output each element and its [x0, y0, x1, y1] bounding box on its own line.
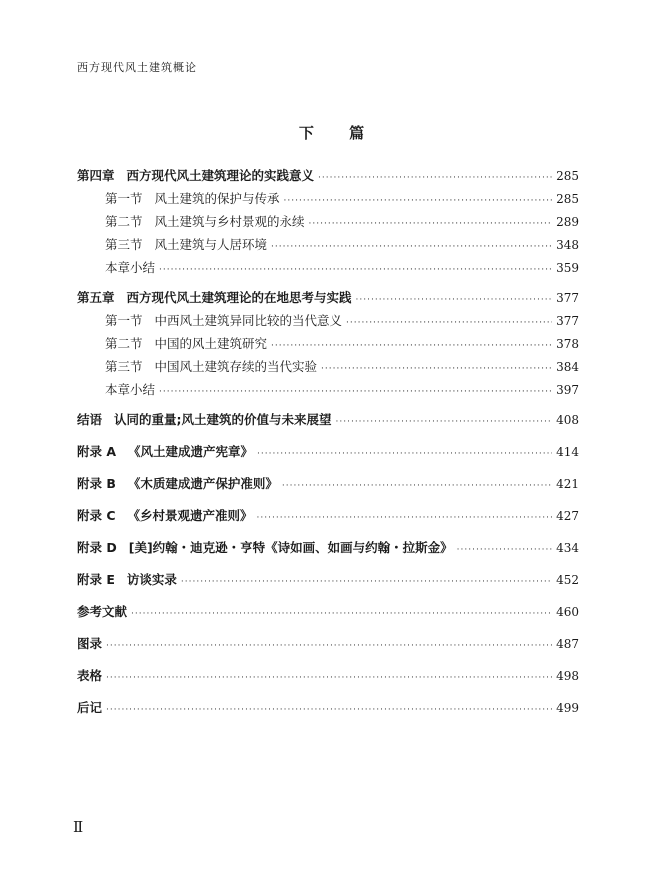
toc-section[interactable]	[77, 380, 579, 403]
entry-title: 认同的重量;风土建筑的价值与未来展望	[114, 412, 332, 427]
toc-conclusion[interactable]	[77, 410, 579, 433]
toc-references[interactable]	[77, 602, 579, 625]
dot-leader	[309, 219, 553, 229]
table-of-contents	[77, 166, 579, 721]
toc-section[interactable]	[77, 189, 579, 212]
dot-leader	[131, 609, 552, 619]
entry-title: 《木质建成遗产保护准则》	[127, 476, 278, 491]
chapter-title: 西方现代风土建筑理论的在地思考与实践	[126, 290, 352, 305]
toc-section[interactable]	[77, 258, 579, 281]
toc-appendix-d[interactable]	[77, 538, 579, 561]
section-number: 第三节	[105, 359, 143, 374]
page-number: 421	[556, 477, 579, 491]
folio-page-marker: Ⅱ	[73, 818, 84, 836]
section-number: 第二节	[105, 336, 143, 351]
section-title: 风土建筑的保护与传承	[154, 191, 280, 206]
page-number: 499	[556, 701, 579, 715]
section-number: 第三节	[105, 237, 143, 252]
dot-leader	[457, 545, 552, 555]
entry-title: 参考文献	[77, 604, 128, 619]
part-title: 下 篇	[298, 124, 365, 142]
section-title: 中西风土建筑异同比较的当代意义	[154, 313, 343, 328]
toc-postscript[interactable]	[77, 698, 579, 721]
entry-label: 附录 C	[77, 508, 116, 523]
chapter-title: 西方现代风土建筑理论的实践意义	[126, 168, 315, 183]
dot-leader	[159, 387, 552, 397]
dot-leader	[318, 173, 552, 183]
section-title: 风土建筑与乡村景观的永续	[154, 214, 305, 229]
toc-section[interactable]	[77, 357, 579, 380]
toc-tables[interactable]	[77, 666, 579, 689]
entry-label: 附录 E	[77, 572, 115, 587]
page-number: 378	[556, 337, 579, 351]
toc-figures[interactable]	[77, 634, 579, 657]
dot-leader	[106, 705, 552, 715]
dot-leader	[282, 481, 552, 491]
chapter-number: 第四章	[77, 168, 115, 183]
toc-section[interactable]	[77, 311, 579, 334]
chapter-number: 第五章	[77, 290, 115, 305]
toc-chapter-4[interactable]	[77, 166, 579, 189]
dot-leader	[284, 196, 553, 206]
toc-section[interactable]	[77, 212, 579, 235]
section-title: 本章小结	[105, 382, 156, 397]
page-number: 377	[556, 314, 579, 328]
page-number: 384	[556, 360, 579, 374]
dot-leader	[336, 417, 553, 427]
dot-leader	[271, 341, 552, 351]
dot-leader	[356, 295, 553, 305]
toc-appendix-e[interactable]	[77, 570, 579, 593]
entry-title: 图录	[77, 636, 103, 651]
page-number: 434	[556, 541, 579, 555]
entry-label: 附录 A	[77, 444, 117, 459]
dot-leader	[257, 449, 552, 459]
toc-appendix-a[interactable]	[77, 442, 579, 465]
toc-section[interactable]	[77, 235, 579, 258]
page-number: 348	[556, 238, 579, 252]
section-title: 中国风土建筑存续的当代实验	[154, 359, 318, 374]
toc-section[interactable]	[77, 334, 579, 357]
page-number: 498	[556, 669, 579, 683]
dot-leader	[159, 265, 552, 275]
dot-leader	[321, 364, 552, 374]
dot-leader	[271, 242, 552, 252]
running-header: 西方现代风土建筑概论	[77, 61, 197, 74]
page-number: 397	[556, 383, 579, 397]
section-number: 第一节	[105, 313, 143, 328]
entry-title: 《乡村景观遗产准则》	[127, 508, 253, 523]
page-number: 460	[556, 605, 579, 619]
toc-chapter-5[interactable]	[77, 288, 579, 311]
toc-appendix-c[interactable]	[77, 506, 579, 529]
dot-leader	[106, 673, 552, 683]
dot-leader	[181, 577, 552, 587]
entry-label: 附录 B	[77, 476, 116, 491]
section-title: 中国的风土建筑研究	[154, 336, 268, 351]
section-title: 本章小结	[105, 260, 156, 275]
page-number: 285	[556, 192, 579, 206]
section-title: 风土建筑与人居环境	[154, 237, 268, 252]
toc-appendix-b[interactable]	[77, 474, 579, 497]
entry-title: 后记	[77, 700, 103, 715]
section-number: 第二节	[105, 214, 143, 229]
page-number: 359	[556, 261, 579, 275]
page-number: 285	[556, 169, 579, 183]
entry-label: 附录 D	[77, 540, 117, 555]
section-number: 第一节	[105, 191, 143, 206]
page-number: 427	[556, 509, 579, 523]
entry-title: 访谈实录	[126, 572, 177, 587]
entry-label: 结语	[77, 412, 103, 427]
page-number: 377	[556, 291, 579, 305]
entry-title: 《风土建成遗产宪章》	[128, 444, 254, 459]
dot-leader	[346, 318, 552, 328]
dot-leader	[257, 513, 553, 523]
page-number: 452	[556, 573, 579, 587]
entry-title: 表格	[77, 668, 103, 683]
page-number: 408	[556, 413, 579, 427]
entry-title: [美]约翰・迪克逊・亨特《诗如画、如画与约翰・拉斯金》	[128, 540, 453, 555]
dot-leader	[106, 641, 552, 651]
page-number: 289	[556, 215, 579, 229]
page-number: 487	[556, 637, 579, 651]
page-number: 414	[556, 445, 579, 459]
